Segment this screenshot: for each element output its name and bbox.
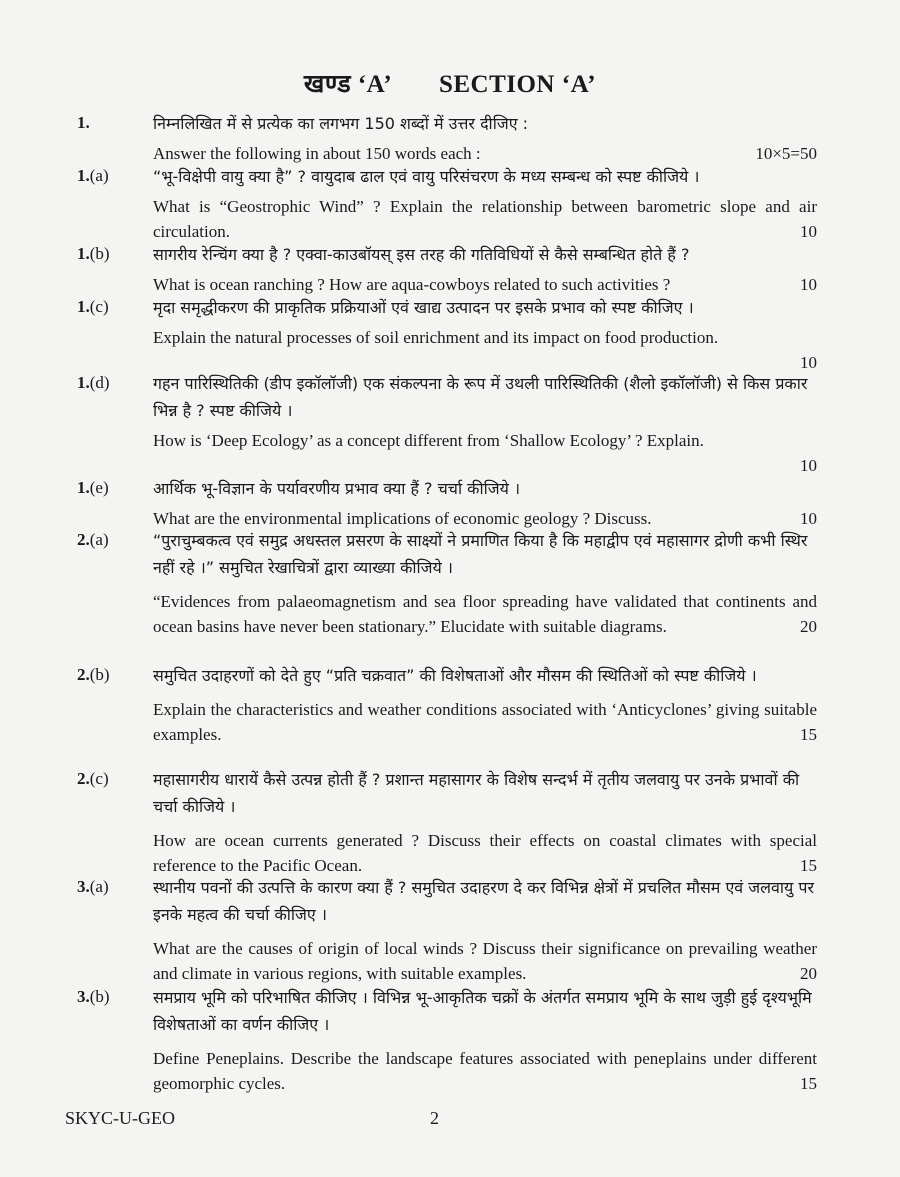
question-marks: 15: [800, 1074, 817, 1093]
question-marks: 10×5=50: [755, 144, 817, 163]
page-number: 2: [430, 1108, 439, 1128]
question-text-hindi: मृदा समृद्धीकरण की प्राकृतिक प्रक्रियाओं एवं खाद्य उत्पादन पर इसके प्रभाव को स्पष्ट कीजिए ।: [153, 298, 694, 317]
question-text-hindi: “भू-विक्षेपी वायु क्या है” ? वायुदाब ढाल एवं वायु परिसंचरण के मध्य सम्बन्ध को स्पष्ट कीजिये ।: [153, 167, 700, 186]
question-marks: 10: [800, 353, 817, 372]
question-marks: 10: [800, 456, 817, 475]
question-text-english: What are the environmental implications of economic geology ? Discuss. 10: [153, 506, 817, 531]
question-number: 3.(a): [77, 877, 109, 896]
question-number: 1.: [77, 113, 90, 132]
question-text-english: “Evidences from palaeomagnetism and sea floor spreading have validated that continents and ocean basins have never been stationary.” Elucidate with suitable diagrams.: [153, 592, 817, 636]
question-1d: [77, 370, 817, 478]
question-1b: [77, 241, 817, 297]
question-marks: 15: [800, 856, 817, 875]
question-text-hindi: स्थानीय पवनों की उत्पत्ति के कारण क्या हैं ? समुचित उदाहरण दे कर विभिन्न क्षेत्रों में प्रचलित मौसम एवं जलवायु पर इनके महत्व की चर्चा कीजिए ।: [153, 878, 815, 924]
question-number: 1.(c): [77, 297, 109, 316]
question-marks: 15: [800, 725, 817, 744]
question-text-english: Answer the following in about 150 words each : 10×5=50: [153, 141, 817, 166]
question-marks: 20: [800, 964, 817, 983]
question-marks: 20: [800, 617, 817, 636]
question-number: 1.(a): [77, 166, 109, 185]
question-1a: [77, 163, 817, 244]
section-heading-hindi: खण्ड ‘A’: [303, 71, 393, 98]
section-heading: [0, 66, 900, 100]
question-text-hindi: गहन पारिस्थितिकी (डीप इकॉलॉजी) एक संकल्पना के रूप में उथली पारिस्थितिकी (शैलो इकॉलॉजी) से किस प्रकार भिन्न है ? स्पष्ट कीजिये ।: [153, 374, 808, 420]
question-text-english: What is “Geostrophic Wind” ? Explain the relationship between barometric slope and air circulation.: [153, 197, 817, 241]
question-number: 2.(a): [77, 530, 109, 549]
question-text-hindi: आर्थिक भू-विज्ञान के पर्यावरणीय प्रभाव क्या हैं ? चर्चा कीजिये ।: [153, 479, 521, 498]
section-heading-english: SECTION ‘A’: [438, 71, 597, 98]
question-marks: 10: [800, 509, 817, 528]
question-number: 1.(b): [77, 244, 110, 263]
question-text-hindi: “पुराचुम्बकत्व एवं समुद्र अधस्तल प्रसरण के साक्ष्यों ने प्रमाणित किया है कि महाद्वीप एवं महासागर द्रोणी कभी स्थिर नहीं रहे ।” समुचित रेखाचित्रों द्वारा व्याख्या कीजिये ।: [153, 531, 808, 577]
question-text-english: Explain the characteristics and weather conditions associated with ‘Anticyclones’ giving suitable examples.: [153, 700, 817, 744]
question-number: 1.(d): [77, 373, 110, 392]
question-3a: [77, 874, 817, 986]
question-text-english: What is ocean ranching ? How are aqua-cowboys related to such activities ? 10: [153, 272, 817, 297]
question-text-english: Define Peneplains. Describe the landscape features associated with peneplains under different geomorphic cycles.: [153, 1049, 817, 1093]
question-number: 2.(b): [77, 665, 110, 684]
question-2b: [77, 662, 817, 747]
question-3b: [77, 984, 817, 1096]
question-number: 2.(c): [77, 769, 109, 788]
question-1c: [77, 294, 817, 375]
question-text-hindi: समप्राय भूमि को परिभाषित कीजिए । विभिन्न भू-आकृतिक चक्रों के अंतर्गत समप्राय भूमि के साथ जुड़ी हुई दृश्यभूमि विशेषताओं का वर्णन कीजिए ।: [153, 988, 812, 1034]
question-marks: 10: [800, 222, 817, 241]
question-text-hindi: समुचित उदाहरणों को देते हुए “प्रति चक्रवात” की विशेषताओं और मौसम की स्थितिओं को स्पष्ट कीजिये ।: [153, 666, 757, 685]
question-text-english: Explain the natural processes of soil enrichment and its impact on food production.: [153, 328, 719, 347]
question-text-english: How is ‘Deep Ecology’ as a concept different from ‘Shallow Ecology’ ? Explain.: [153, 431, 704, 450]
question-text-hindi: निम्नलिखित में से प्रत्येक का लगभग 150 शब्दों में उत्तर दीजिए :: [153, 114, 529, 133]
question-text-english: What are the causes of origin of local winds ? Discuss their significance on prevailing weather and climate in various regions, with suitable examples.: [153, 939, 817, 983]
question-2a: [77, 527, 817, 639]
question-1-intro: [77, 110, 817, 166]
question-2c: [77, 766, 817, 878]
paper-code: SKYC-U-GEO: [65, 1108, 175, 1128]
question-marks: 10: [800, 275, 817, 294]
question-number: 3.(b): [77, 987, 110, 1006]
question-1e: [77, 475, 817, 531]
question-text-hindi: महासागरीय धारायें कैसे उत्पन्न होती हैं ? प्रशान्त महासागर के विशेष सन्दर्भ में तृतीय जलवायु पर उनके प्रभावों की चर्चा कीजिये ।: [153, 770, 800, 816]
question-text-hindi: सागरीय रेन्चिंग क्या है ? एक्वा-काउबॉयस् इस तरह की गतिविधियों से कैसे सम्बन्धित होते हैं ?: [153, 245, 690, 264]
question-number: 1.(e): [77, 478, 109, 497]
question-text-english: How are ocean currents generated ? Discuss their effects on coastal climates with special reference to the Pacific Ocean.: [153, 831, 817, 875]
